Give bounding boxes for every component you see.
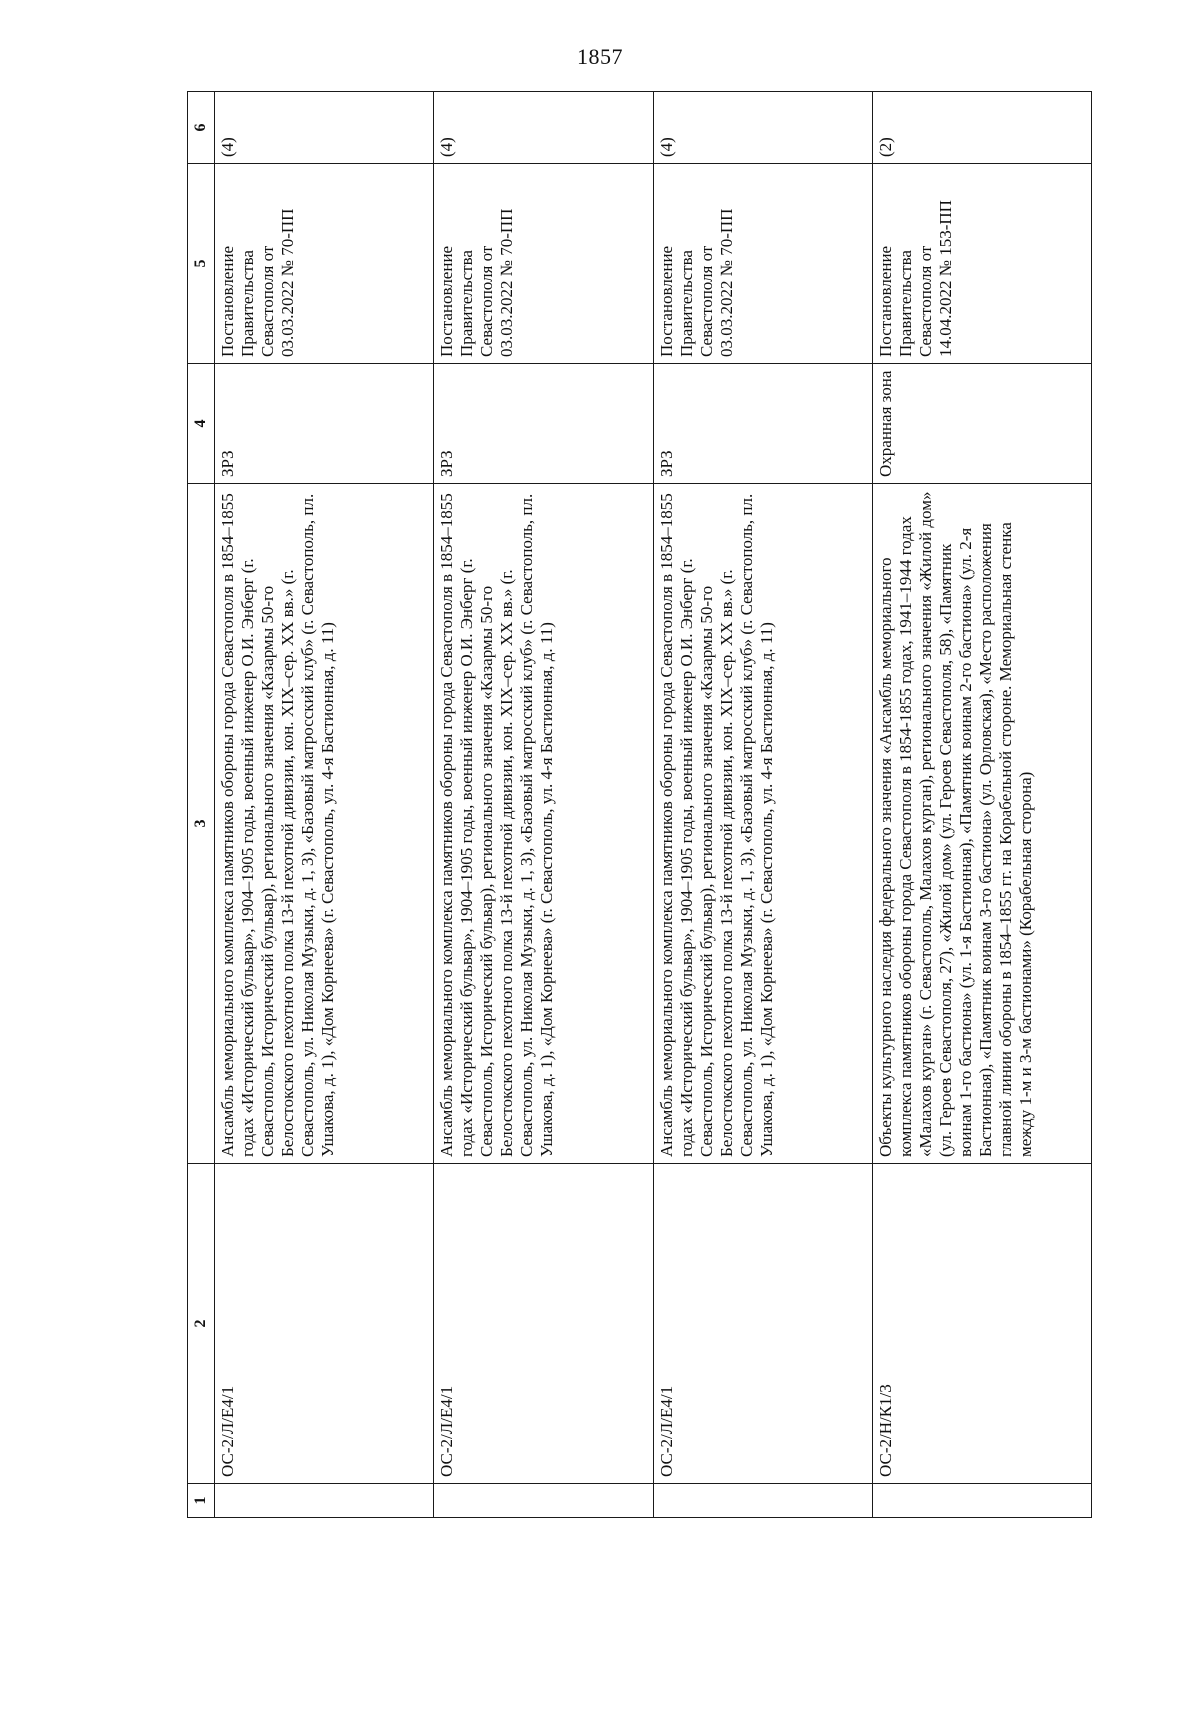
column-header-3: 3 — [188, 484, 215, 1164]
cell-code: ОС-2/Л/Е4/1 — [434, 1164, 653, 1484]
cell-note: (4) — [215, 92, 434, 164]
cell-resolution: Постановление Правительства Севастополя от 03.03.2022 № 70-ПП — [434, 164, 653, 364]
cell-resolution: Постановление Правительства Севастополя от 14.04.2022 № 153-ПП — [872, 164, 1091, 364]
table-row — [434, 92, 653, 1518]
table-row — [215, 92, 434, 1518]
cell-note: (4) — [653, 92, 872, 164]
cell-description: Объекты культурного наследия федерального значения «Ансамбль мемориального комплекса памятников обороны города Севастополя в 1854-1855 годах, 1941–1944 годах «Малахов курган» (г. Севастополь, Малахов курган), регионального значения «Жилой дом» (ул. Героев Севастополя, 27), «Жилой дом» (ул. Героев Севастополя, 58), «Памятник воинам 1-го бастиона» (ул. 1-я Бастионная), «Памятник воинам 2-го бастиона» (ул. 2-я Бастионная), «Памятник воинам 3-го бастиона» (ул. Орловская), «Место расположения главной линии обороны в 1854–1855 гг. на Корабельной стороне. Мемориальная стенка между 1-м и 3-м бастионами» (Корабельная сторона) — [872, 484, 1091, 1164]
page-number: 1857 — [577, 44, 623, 69]
cell-number — [215, 1484, 434, 1518]
cell-code: ОС-2/Л/Е4/1 — [653, 1164, 872, 1484]
table-row — [872, 92, 1091, 1518]
cell-description: Ансамбль мемориального комплекса памятников обороны города Севастополя в 1854–1855 годах «Исторический бульвар», 1904–1905 годы, военный инженер О.И. Энберг (г. Севастополь, Исторический бульвар), регионального значения «Казармы 50-го Белостокского пехотного полка 13-й пехотной дивизии, кон. XIX–сер. XX вв.» (г. Севастополь, ул. Николая Музыки, д. 1, 3), «Базовый матросский клуб» (г. Севастополь, пл. Ушакова, д. 1), «Дом Корнеева» (г. Севастополь, ул. 4-я Бастионная, д. 11) — [434, 484, 653, 1164]
column-header-4: 4 — [188, 364, 215, 484]
cell-description: Ансамбль мемориального комплекса памятников обороны города Севастополя в 1854–1855 годах «Исторический бульвар», 1904–1905 годы, военный инженер О.И. Энберг (г. Севастополь, Исторический бульвар), регионального значения «Казармы 50-го Белостокского пехотного полка 13-й пехотной дивизии, кон. XIX–сер. XX вв.» (г. Севастополь, ул. Николая Музыки, д. 1, 3), «Базовый матросский клуб» (г. Севастополь, пл. Ушакова, д. 1), «Дом Корнеева» (г. Севастополь, ул. 4-я Бастионная, д. 11) — [215, 484, 434, 1164]
column-header-1: 1 — [188, 1484, 215, 1518]
rotated-table-container — [187, 92, 1092, 1518]
cell-note: (4) — [434, 92, 653, 164]
cell-number — [434, 1484, 653, 1518]
cell-description: Ансамбль мемориального комплекса памятников обороны города Севастополя в 1854–1855 годах «Исторический бульвар», 1904–1905 годы, военный инженер О.И. Энберг (г. Севастополь, Исторический бульвар), регионального значения «Казармы 50-го Белостокского пехотного полка 13-й пехотной дивизии, кон. XIX–сер. XX вв.» (г. Севастополь, ул. Николая Музыки, д. 1, 3), «Базовый матросский клуб» (г. Севастополь, пл. Ушакова, д. 1), «Дом Корнеева» (г. Севастополь, ул. 4-я Бастионная, д. 11) — [653, 484, 872, 1164]
column-header-5: 5 — [188, 164, 215, 364]
cell-zone-type: ЗРЗ — [653, 364, 872, 484]
cell-resolution: Постановление Правительства Севастополя от 03.03.2022 № 70-ПП — [215, 164, 434, 364]
cell-zone-type: ЗРЗ — [434, 364, 653, 484]
column-header-2: 2 — [188, 1164, 215, 1484]
table-row — [653, 92, 872, 1518]
table-header-row — [188, 92, 215, 1518]
register-table — [187, 91, 1092, 1518]
cell-code: ОС-2/Л/Е4/1 — [215, 1164, 434, 1484]
column-header-6: 6 — [188, 92, 215, 164]
cell-zone-type: ЗРЗ — [215, 364, 434, 484]
cell-code: ОС-2/Н/К1/3 — [872, 1164, 1091, 1484]
cell-number — [653, 1484, 872, 1518]
cell-number — [872, 1484, 1091, 1518]
cell-zone-type: Охранная зона — [872, 364, 1091, 484]
cell-note: (2) — [872, 92, 1091, 164]
cell-resolution: Постановление Правительства Севастополя от 03.03.2022 № 70-ПП — [653, 164, 872, 364]
